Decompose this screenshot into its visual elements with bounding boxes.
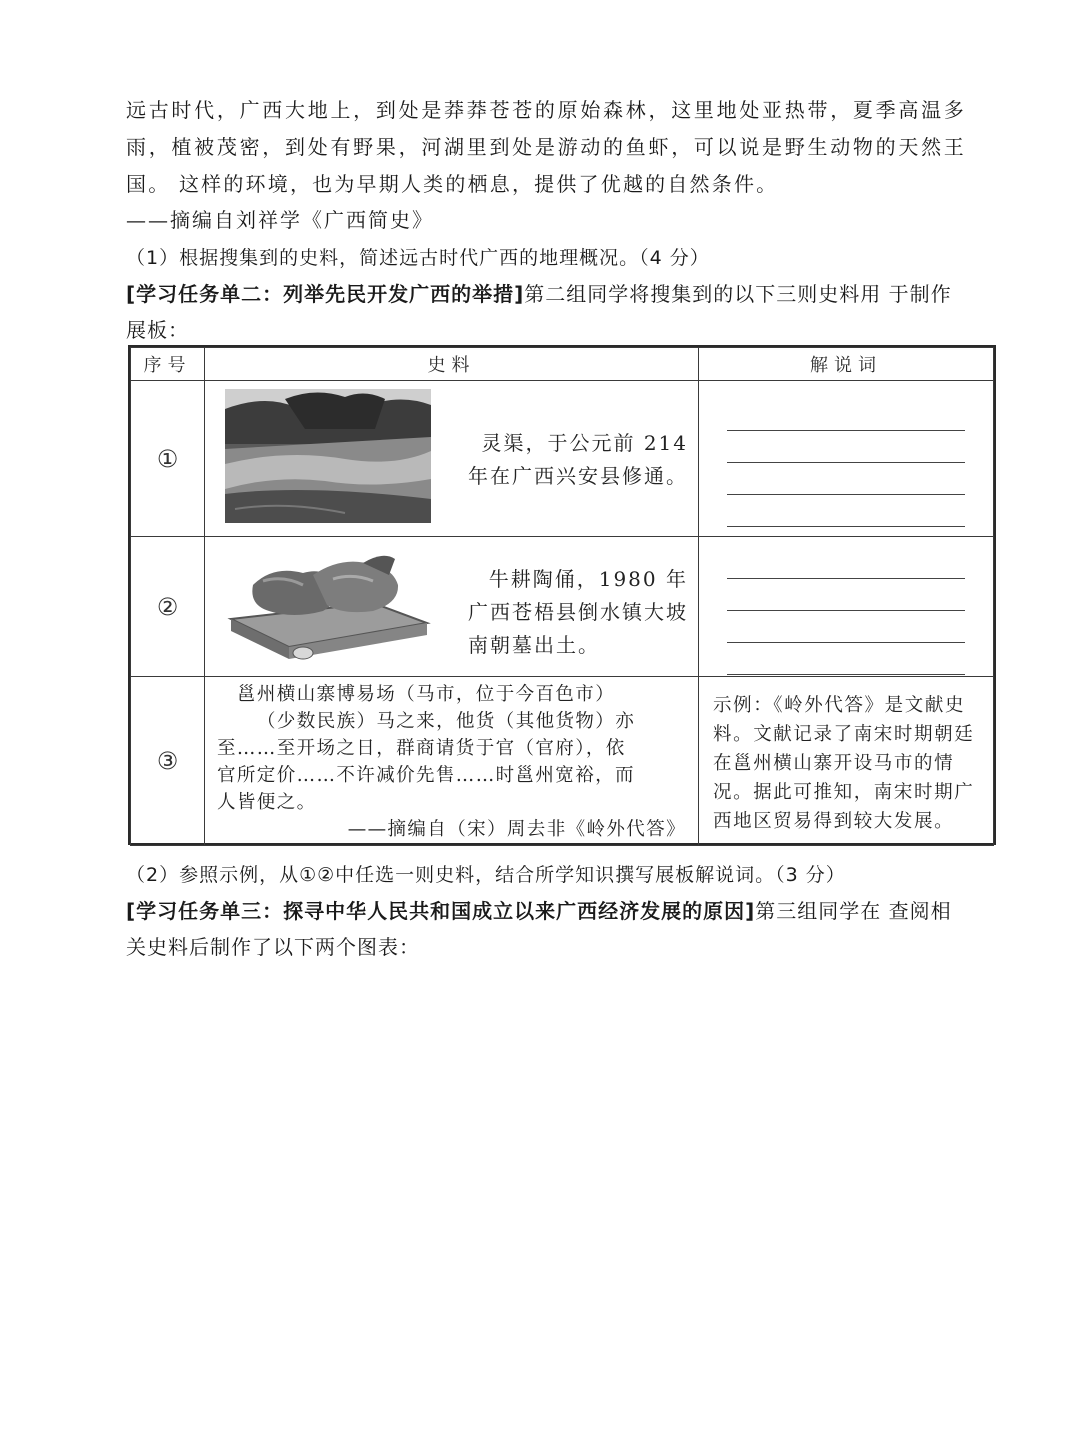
answer-lines <box>699 539 993 675</box>
row-number: ① <box>131 381 205 537</box>
ox-plough-figurine-photo <box>223 545 433 663</box>
ox-plough-caption <box>468 563 688 662</box>
example-explanation: 示例：《岭外代答》是文献史料。文献记录了南宋时期朝廷在邕州横山寨开设马市的情况。据此可推知，南宋时期广西地区贸易得到较大发展。 <box>713 694 975 832</box>
intro-paragraph: 远古时代，广西大地上，到处是莽莽苍苍的原始森林，这里地处亚热带，夏季高温多雨，植被茂密，到处有野果，河湖里到处是游动的鱼虾，可以说是野生动物的天然王国。 这样的环境，也为早期人类的栖息，提供了优越的自然条件。 <box>126 98 966 196</box>
header-number: 序号 <box>131 348 205 381</box>
row-number: ② <box>131 537 205 677</box>
answer-line[interactable] <box>727 431 965 463</box>
caption-line: 牛耕陶俑，1980 年 <box>488 567 688 591</box>
task-2-text: 第二组同学将搜集到的以下三则史料用 于制作展板： <box>126 282 952 342</box>
caption-line: 南朝墓出土。 <box>468 633 600 657</box>
lingqu-caption <box>468 427 688 493</box>
answer-line[interactable] <box>727 611 965 643</box>
header-source: 史料 <box>205 348 699 381</box>
task-2-title: [学习任务单二：列举先民开发广西的举措] <box>126 282 525 306</box>
question-2: （2）参照示例，从①②中任选一则史料，结合所学知识撰写展板解说词。（3 分） <box>126 864 846 886</box>
caption-line: 年在广西兴安县修通。 <box>468 464 688 488</box>
table-row <box>131 677 994 846</box>
source-cell <box>205 381 699 537</box>
lingwai-daida-quote <box>205 677 698 845</box>
quote-attribution: ——摘编自（宋）周去非《岭外代答》 <box>347 819 686 840</box>
task-3 <box>126 893 966 965</box>
table-header-row <box>131 348 994 381</box>
header-explanation: 解说词 <box>699 348 994 381</box>
quote-line: （少数民族）马之来，他货（其他货物）亦 <box>257 711 636 732</box>
task-3-title: [学习任务单三：探寻中华人民共和国成立以来广西经济发展的原因] <box>126 899 756 923</box>
source-cell <box>205 677 699 846</box>
exam-page-lower <box>126 857 966 965</box>
quote-line: 邕州横山寨博易场（马市，位于今百色市） <box>237 684 616 705</box>
explanation-cell <box>699 381 994 537</box>
exhibit-table <box>128 345 996 845</box>
lingqu-canal-photo <box>225 389 431 523</box>
caption-line: 广西苍梧县倒水镇大坡 <box>468 600 688 624</box>
table-row <box>131 381 994 537</box>
source-cell <box>205 537 699 677</box>
answer-line[interactable] <box>727 399 965 431</box>
answer-line[interactable] <box>727 643 965 675</box>
explanation-cell <box>699 537 994 677</box>
task-3-text: 第三组同学在 查阅相关史料后制作了以下两个图表： <box>126 899 952 959</box>
quote-line: 至……至开场之日，群商请货于官（官府），依 <box>217 738 626 759</box>
answer-line[interactable] <box>727 579 965 611</box>
table-row <box>131 537 994 677</box>
answer-line[interactable] <box>727 495 965 527</box>
caption-line: 灵渠，于公元前 214 <box>481 431 688 455</box>
intro-source: ——摘编自刘祥学《广西简史》 <box>126 208 434 232</box>
explanation-cell <box>699 677 994 846</box>
task-2 <box>126 276 966 348</box>
question-1: （1）根据搜集到的史料，简述远古时代广西的地理概况。（4 分） <box>126 247 710 269</box>
answer-lines <box>699 391 993 527</box>
row-number: ③ <box>131 677 205 846</box>
quote-line: 官所定价……不许减价先售……时邕州宽裕，而 <box>217 765 635 786</box>
answer-line[interactable] <box>727 547 965 579</box>
answer-line[interactable] <box>727 463 965 495</box>
quote-line: 人皆便之。 <box>217 792 317 813</box>
exam-page <box>126 92 966 348</box>
